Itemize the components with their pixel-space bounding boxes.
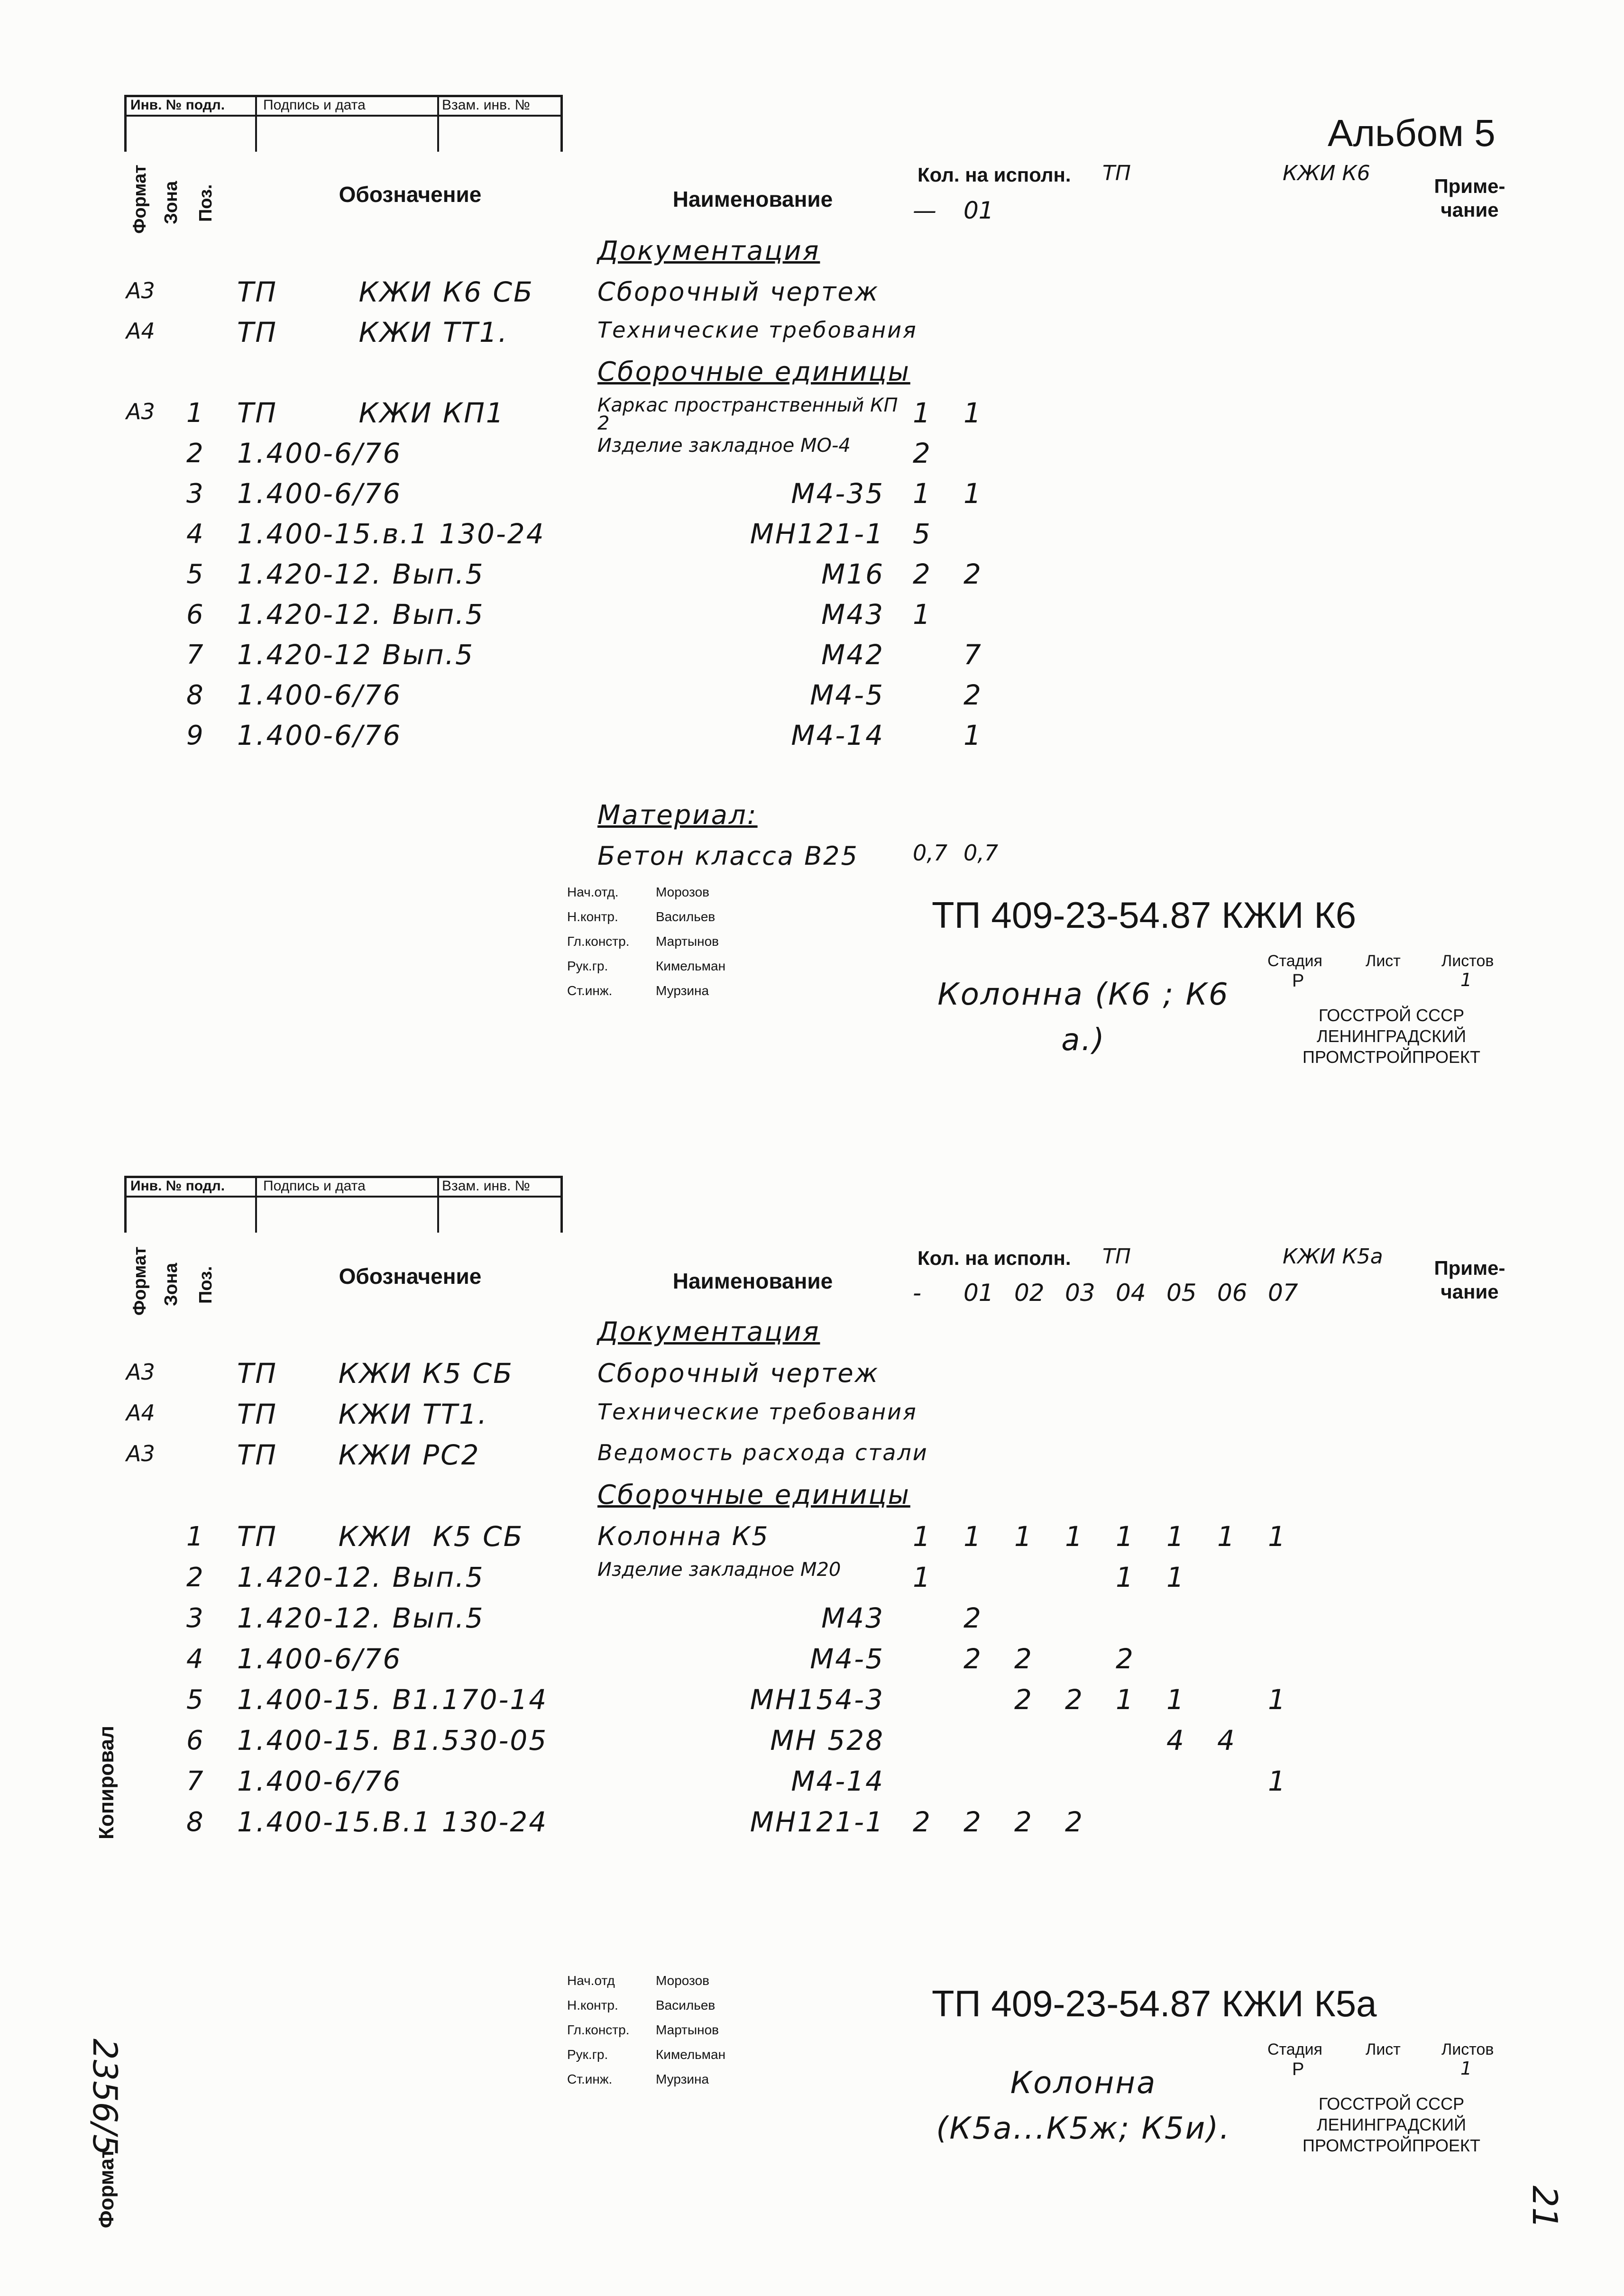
stamp-role: Рук.гр. (567, 959, 608, 973)
row-designation: 1.400-15. В1.530-05 (237, 1724, 548, 1756)
row-pos: 1 (186, 397, 203, 429)
row-pos: 6 (186, 1725, 203, 1756)
qty-prefix: ТП (1102, 161, 1131, 185)
stamp-sheet-label: Лист (1366, 952, 1401, 970)
qty-cell: 1 (913, 1520, 930, 1553)
qty-cell: 0,7 (913, 840, 948, 866)
stamp-title: Колонна (К5а...К5ж; К5и). (936, 2066, 1231, 2146)
qty-cell: 1 (1065, 1520, 1083, 1553)
qty-cell: 1 (1268, 1765, 1285, 1797)
col-designation: Обозначение (339, 1264, 482, 1289)
qty-cell: 4 (1166, 1724, 1184, 1756)
row-designation: ТП КЖИ РС2 (237, 1439, 480, 1471)
row-designation: 1.400-6/76 (237, 437, 402, 469)
qty-cell: 2 (913, 437, 930, 469)
row-pos: 1 (186, 1521, 203, 1552)
stamp-person: Морозов (656, 885, 710, 899)
row-format: А4 (126, 318, 155, 344)
qty-cell: 1 (1116, 1561, 1133, 1593)
row-section: Сборочные единицы (597, 356, 910, 387)
qty-prefix: ТП (1102, 1244, 1131, 1269)
stamp-title: Колонна (К6 ; К6 а.) (937, 977, 1229, 1058)
stamp-sheets-label: Листов (1441, 2040, 1494, 2058)
stamp-person: Мартынов (656, 934, 719, 949)
row-name: М4-14 (791, 719, 884, 751)
row-designation: 1.400-6/76 (237, 678, 402, 711)
row-designation: 1.400-6/76 (237, 719, 402, 751)
row-section: Сборочные единицы (597, 1480, 910, 1510)
qty-cell: 7 (963, 638, 981, 671)
col-note: Приме- чание (1434, 174, 1505, 221)
col-format: Формат (130, 1246, 150, 1316)
row-format: А3 (126, 277, 155, 303)
stamp-code: ТП 409-23-54.87 КЖИ К6 (932, 894, 1357, 936)
row-pos: 7 (186, 1766, 203, 1797)
row-name: М16 (821, 558, 884, 590)
row-name: МН154-3 (750, 1683, 884, 1716)
row-designation: 1.400-15.В.1 130-24 (237, 1806, 548, 1838)
row-name: Сборочный чертеж (597, 1358, 880, 1388)
stamp-role: Ст.инж. (567, 983, 613, 998)
row-name: Бетон класса В25 (597, 841, 859, 871)
qty-cell: 1 (963, 1520, 981, 1553)
qty-cell: 1 (1014, 1520, 1032, 1553)
variant-0: — (913, 196, 936, 224)
row-format: А3 (126, 1441, 155, 1466)
inv-no-label: Инв. № подл. (130, 1178, 225, 1194)
row-pos: 5 (186, 1684, 203, 1715)
row-name: МН 528 (770, 1724, 884, 1756)
qty-cell: 2 (963, 678, 981, 711)
row-designation: ТП КЖИ К6 СБ (237, 275, 534, 308)
stamp-role: Ст.инж. (567, 2072, 613, 2086)
stamp-role: Нач.отд. (567, 885, 619, 899)
qty-cell: 1 (1268, 1683, 1285, 1716)
row-pos: 4 (186, 1644, 203, 1674)
qty-cell: 1 (963, 719, 981, 751)
qty-cell: 4 (1217, 1724, 1235, 1756)
row-pos: 9 (186, 720, 203, 751)
row-name: М4-14 (791, 1765, 884, 1797)
row-pos: 8 (186, 1807, 203, 1838)
variant-5: 05 (1166, 1279, 1197, 1307)
qty-cell: 1 (1166, 1520, 1184, 1553)
row-pos: 3 (186, 478, 203, 509)
variant-4: 04 (1116, 1279, 1146, 1307)
row-name: М4-5 (810, 1643, 884, 1675)
stamp-sheets-label: Листов (1441, 952, 1494, 970)
stamp-role: Гл.констр. (567, 934, 630, 949)
row-name: МН121-1 (750, 1806, 884, 1838)
qty-cell: 2 (913, 558, 930, 590)
row-designation: 1.420-12. Вып.5 (237, 1561, 485, 1593)
row-designation: 1.420-12 Вып.5 (237, 638, 475, 671)
row-designation: 1.420-12. Вып.5 (237, 1602, 485, 1634)
stamp-sheets: 1 (1460, 970, 1472, 990)
col-zone: Зона (161, 1262, 181, 1306)
row-designation: 1.400-15.в.1 130-24 (237, 517, 545, 550)
stamp-person: Морозов (656, 1973, 710, 1988)
variant-1: 01 (963, 196, 994, 224)
stamp-person: Мурзина (656, 983, 709, 998)
row-name: Каркас пространственный КП 2 (597, 394, 898, 434)
vzam-inv-label: Взам. инв. № (442, 97, 530, 113)
variant-7: 07 (1268, 1279, 1298, 1307)
row-designation: ТП КЖИ ТТ1. (237, 316, 509, 348)
stamp-person: Мартынов (656, 2022, 719, 2037)
qty-cell: 1 (1116, 1683, 1133, 1716)
row-format: А3 (126, 398, 155, 424)
qty-code: КЖИ К6 (1283, 161, 1370, 185)
qty-cell: 1 (913, 1561, 930, 1593)
row-pos: 4 (186, 518, 203, 549)
row-name: Изделие закладное М20 (597, 1559, 841, 1581)
col-name: Наименование (672, 186, 833, 211)
inv-no-label: Инв. № подл. (130, 97, 225, 113)
sign-date-label: Подпись и дата (263, 97, 366, 113)
row-designation: ТП КЖИ К5 СБ (237, 1357, 514, 1390)
side-label-copied: Копировал (95, 1725, 118, 1839)
row-pos: 5 (186, 558, 203, 590)
stamp-stage: Р (1292, 2059, 1304, 2079)
variant-3: 03 (1065, 1279, 1095, 1307)
qty-cell: 2 (1065, 1806, 1083, 1838)
qty-cell: 2 (1014, 1643, 1032, 1675)
variant-2: 02 (1014, 1279, 1045, 1307)
qty-cell: 2 (1014, 1683, 1032, 1716)
qty-cell: 2 (913, 1806, 930, 1838)
qty-cell: 1 (913, 598, 930, 631)
row-name: Сборочный чертеж (597, 276, 880, 307)
stamp-stage: Р (1292, 971, 1304, 991)
col-qty-header: Кол. на исполн. (918, 1247, 1071, 1269)
qty-cell: 2 (1065, 1683, 1083, 1716)
qty-cell: 2 (963, 1806, 981, 1838)
stamp-role: Гл.констр. (567, 2022, 630, 2037)
stamp-org: ГОССТРОЙ СССР ЛЕНИНГРАДСКИЙ ПРОМСТРОЙПРОЕКТ (1302, 2094, 1481, 2155)
variant-0: - (913, 1279, 922, 1307)
qty-cell: 2 (963, 1643, 981, 1675)
row-name: Технические требования (597, 1399, 918, 1425)
stamp-stage-label: Стадия (1267, 952, 1322, 970)
side-label-format: Формат (95, 2148, 118, 2228)
stamp-person: Мурзина (656, 2072, 709, 2086)
inventory-number: 2356/5 (85, 2039, 124, 2156)
row-section: Документация (597, 1317, 820, 1347)
qty-cell: 0,7 (963, 840, 999, 866)
row-designation: 1.420-12. Вып.5 (237, 598, 485, 631)
qty-cell: 5 (913, 517, 930, 550)
row-designation: ТП КЖИ ТТ1. (237, 1398, 488, 1430)
stamp-code: ТП 409-23-54.87 КЖИ К5а (932, 1983, 1377, 2024)
stamp-role: Рук.гр. (567, 2047, 608, 2062)
row-pos: 3 (186, 1603, 203, 1634)
row-pos: 2 (186, 1562, 203, 1593)
row-designation: 1.420-12. Вып.5 (237, 558, 485, 590)
col-name: Наименование (672, 1269, 833, 1293)
qty-cell: 1 (1166, 1561, 1184, 1593)
qty-cell: 1 (963, 396, 981, 429)
row-designation: 1.400-15. В1.170-14 (237, 1683, 548, 1716)
row-name: Ведомость расхода стали (597, 1440, 928, 1465)
row-name: М43 (821, 598, 884, 631)
row-pos: 8 (186, 679, 203, 711)
stamp-person: Кимельман (656, 959, 726, 973)
row-pos: 7 (186, 639, 203, 670)
qty-cell: 2 (963, 1602, 981, 1634)
qty-cell: 1 (963, 477, 981, 510)
col-format: Формат (130, 164, 150, 234)
vzam-inv-label: Взам. инв. № (442, 1178, 530, 1194)
stamp-person: Васильев (656, 1998, 716, 2012)
row-designation: 1.400-6/76 (237, 1643, 402, 1675)
row-designation: 1.400-6/76 (237, 1765, 402, 1797)
row-name: М4-5 (810, 678, 884, 711)
qty-cell: 1 (1116, 1520, 1133, 1553)
stamp-role: Нач.отд (567, 1973, 615, 1988)
row-name: Колонна К5 (597, 1521, 770, 1551)
row-name: М4-35 (791, 477, 884, 510)
col-pos: Поз. (196, 184, 216, 222)
row-pos: 6 (186, 599, 203, 630)
row-name: Изделие закладное МО-4 (597, 435, 851, 457)
row-designation: ТП КЖИ КП1 (237, 396, 505, 429)
row-name: МН121-1 (750, 517, 884, 550)
row-name: Технические требования (597, 317, 918, 343)
row-section: Материал: (597, 799, 758, 831)
sign-date-label: Подпись и дата (263, 1178, 366, 1194)
row-designation: 1.400-6/76 (237, 477, 402, 510)
qty-cell: 2 (1014, 1806, 1032, 1838)
stamp-person: Кимельман (656, 2047, 726, 2062)
qty-code: КЖИ К5а (1283, 1244, 1383, 1269)
stamp-role: Н.контр. (567, 909, 618, 924)
qty-cell: 1 (913, 477, 930, 510)
col-qty-header: Кол. на исполн. (918, 164, 1071, 186)
col-pos: Поз. (196, 1266, 216, 1304)
qty-cell: 1 (1166, 1683, 1184, 1716)
row-format: А3 (126, 1359, 155, 1385)
col-designation: Обозначение (339, 182, 482, 207)
stamp-sheets: 1 (1460, 2058, 1472, 2079)
row-name: М42 (821, 638, 884, 671)
row-section: Документация (597, 235, 820, 266)
variant-1: 01 (963, 1279, 994, 1307)
qty-cell: 2 (1116, 1643, 1133, 1675)
row-pos: 2 (186, 438, 203, 469)
album-label: Альбом 5 (1328, 112, 1496, 154)
col-note: Приме- чание (1434, 1257, 1505, 1303)
sheet-number: 21 (1525, 2186, 1565, 2229)
variant-6: 06 (1217, 1279, 1248, 1307)
stamp-sheet-label: Лист (1366, 2040, 1401, 2058)
stamp-person: Васильев (656, 909, 716, 924)
row-designation: ТП КЖИ К5 СБ (237, 1520, 524, 1553)
row-name: М43 (821, 1602, 884, 1634)
col-zone: Зона (161, 181, 181, 224)
row-format: А4 (126, 1400, 155, 1426)
qty-cell: 2 (963, 558, 981, 590)
qty-cell: 1 (913, 396, 930, 429)
qty-cell: 1 (1217, 1520, 1235, 1553)
stamp-org: ГОССТРОЙ СССР ЛЕНИНГРАДСКИЙ ПРОМСТРОЙПРОЕКТ (1302, 1006, 1481, 1067)
stamp-role: Н.контр. (567, 1998, 618, 2012)
stamp-stage-label: Стадия (1267, 2040, 1322, 2058)
qty-cell: 1 (1268, 1520, 1285, 1553)
